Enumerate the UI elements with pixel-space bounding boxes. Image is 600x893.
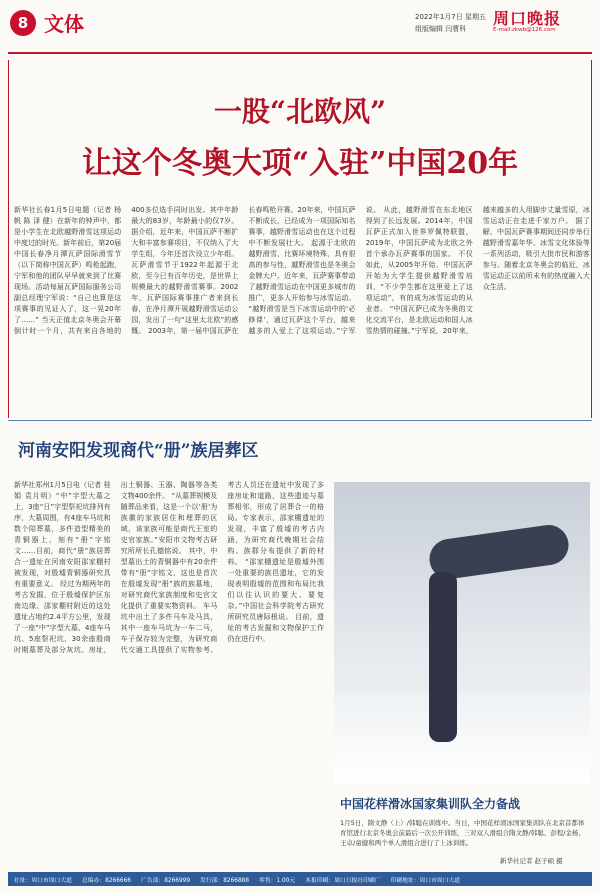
footer-item: 零售：1.00元 bbox=[259, 877, 296, 884]
page-header bbox=[0, 0, 600, 60]
footer-item: 社址：周口市周口大道 bbox=[14, 877, 72, 884]
page-footer bbox=[8, 872, 592, 886]
masthead-email: E-mail:zkwb@126.com bbox=[493, 27, 556, 33]
lead-headline-line2: 让这个冬奥大项“入驻”中国20年 bbox=[81, 146, 519, 181]
skater-male-figure bbox=[429, 572, 457, 742]
issue-date: 2022年1月7日 星期五 bbox=[415, 13, 486, 21]
footer-item: 本报印刷：周口日报社印刷厂 bbox=[305, 877, 381, 884]
section-divider bbox=[8, 420, 592, 421]
section-name: 文体 bbox=[44, 12, 84, 36]
figure-skating-photo bbox=[334, 482, 590, 784]
photo-caption-title: 中国花样滑冰国家集训队全力备战 bbox=[340, 797, 521, 811]
footer-item: 总编办：8266666 bbox=[81, 877, 131, 884]
lead-article-body: 新华社长春1月5日电题（记者 杨 帆 陈 泽 健）在新年的钟声中，都是小学生在北欧越野滑雪这项运动中度过的时光。新年前后，第20届中国长春净月潭瓦萨国际滑雪节（以下简称中国瓦萨）鸣枪起跑，宁军和他的团队早早就来到了比赛现场。活动每届瓦萨国际服务公司副总经理宁军说：“自己也算是这项赛事的见证人了，这一晃20年了……” 当天正值北京冬奥会开幕倒计时一个月，共有来自各地的400多位选手同时出发。其中年龄最大的83岁，年龄最小的仅7岁。据介绍，近年来，中国瓦萨不断扩大和丰富参赛项目，不仅纳入了大学生组，今年还首次设立少年组。 瓦萨滑雪节于1922年起源于北欧，至今已有百年历史，是世界上规模最大的越野滑雪赛事。2002年，瓦萨国际赛事推广者来到长春，在净月潭开展越野滑雪运动公园，发出了一句“这里太北欧”的感慨。 2003年，第一届中国瓦萨在长春鸣枪开赛。20年来，中国瓦萨不断成长，已经成为一项国际知名赛事，越野滑雪运动也在这个过程中不断发展壮大。 起源于北欧的越野滑雪，比赛环境特殊，具有很高的参与性，越野滑雪也是冬奥会金牌大户。近年来，瓦萨赛事带动了越野滑雪运动在中国更多城市的推广，更多人开始参与冰雪运动。 “越野滑雪是当下冰雪运动中的‘必修课’，通过瓦萨这个平台，越来越多的人爱上了这项运动。”宁军说。 从此，越野滑雪在东北地区得到了长远发展。2014年，中国瓦萨正式加入世界罗佩特联盟，2019年，中国瓦萨成为北欧之外首个承办瓦萨赛事的国家。 不仅如此，从2005年开始，中国瓦萨开始为大学生提供越野滑雪培训，“不少学生都在这里爱上了这项运动”，有的成为冰雪运动的从业者。 “中国瓦萨已成为冬奥的文化交流平台，是北欧运动和国人冰雪热情的碰撞。”宁军说，20年来，越来越多的人用脚步丈量雪原，冰雪运动正在走进千家万户。 据了解，中国瓦萨赛事期间还同步举行越野滑雪嘉年华、冰雪文化体验等一系列活动，吸引大批市民和游客参与。随着北京冬奥会的临近，冰雪运动正以前所未有的热度融入大众生活。 bbox=[14, 206, 590, 335]
page-number-badge: 8 bbox=[10, 10, 36, 36]
footer-item: 广告部：8266999 bbox=[141, 877, 191, 884]
secondary-headline: 河南安阳发现商代“册”族居葬区 bbox=[18, 441, 259, 461]
photo-caption-body: 1月5日，隋文静（上）/韩聪在训练中。当日，中国花样滑冰国家集训队在北京首都体育馆进行北京冬奥会前最后一次公开训练，三对双人滑组合隋文静/韩聪、彭程/金杨、王卓/童健和两个单人滑组合进行了上冰训练。 bbox=[340, 819, 585, 847]
footer-item: 发行部：8266888 bbox=[200, 877, 250, 884]
lead-headline-line1: 一股“北欧风” bbox=[213, 95, 387, 128]
footer-item: 印刷地址：周口市周口大道 bbox=[390, 877, 461, 884]
masthead-logo: 周口晚报 bbox=[493, 9, 562, 28]
ice-rink-surface bbox=[334, 692, 590, 784]
photo-byline: 新华社记者 赵子硕 摄 bbox=[500, 857, 563, 865]
secondary-article-body: 新华社郑州1月5日电（记者 桂娟 袁月明）“中”字型大墓之上，3座“日”字型祭祀坑排列有序，大墓周围，有4座车马坑和数个陪葬墓，多件造型精美的青铜器上，刻有“册”字铭文……目前，商代“册”族居葬合一遗址在河南安阳邵家棚村被发现，对殷墟青铜器研究具有重要意义。 经过为期两年的考古发掘，位于殷墟保护区东南边缘、邵家棚村附近的这处遗址占地约2.4平方公里，发现了一座“中”字型大墓、4座车马坑、5座祭祀坑、30余座殷商时期墓葬及部分灰坑、房址，出土铜器、玉器、陶器等各类文物400余件。 “从墓葬规模及随葬品来看，这是一个以‘册’为族徽的家族居住和埋葬的区域，该家族可能是商代王室的史官家族。”安阳市文物考古研究所所长孔德铭说。 其中，中型墓出土的青铜器中有20余件带有“册”字铭文，这也是首次在殷墟发现“册”族的族墓地，对研究商代家族制度和史官文化提供了重要实物资料。 车马坑中出土了多件马车及马具，其中一座车马坑为一车二马，车子保存较为完整，为研究商代交通工具提供了实物参考。 考古人员还在遗址中发现了多座房址和道路，这些遗迹与墓葬相邻，形成了居葬合一的格局。专家表示，邵家棚遗址的发现，丰富了殷墟的考古内涵，为研究商代晚期社会结构、族群分布提供了新的材料。 “邵家棚遗址是殷墟外围一处重要的族邑遗址，它的发现表明殷墟的范围和布局比我们以往认识的要大、要复杂。”中国社会科学院考古研究所研究员唐际根说。 目前，遗址的考古发掘和文物保护工作仍在进行中。 bbox=[14, 481, 324, 654]
header-rule bbox=[8, 52, 592, 54]
editor-credit: 组版编辑 闫曹科 bbox=[415, 25, 467, 33]
